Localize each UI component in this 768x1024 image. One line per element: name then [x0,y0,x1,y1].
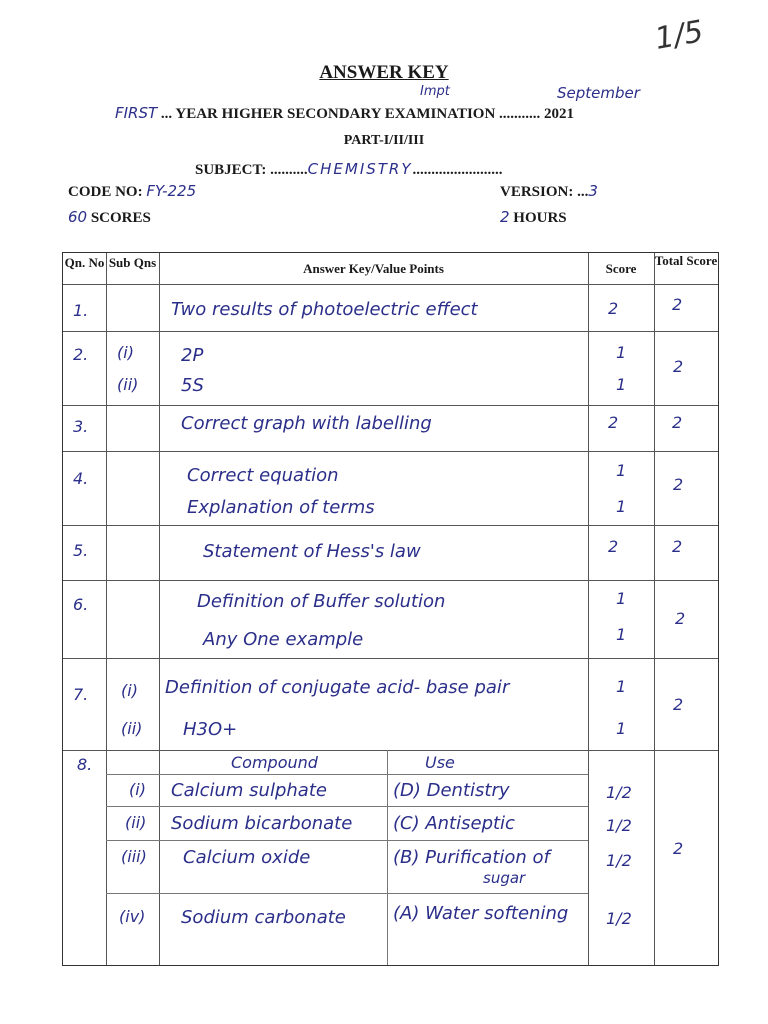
code-value: FY-225 [146,182,197,200]
row-divider [63,750,718,751]
answer-table [62,252,719,966]
total-score: 2 [672,295,683,314]
col-divider [106,253,107,965]
compound-use: (D) Dentistry [393,780,510,801]
q8-col-divider [387,750,388,965]
q8-divider [106,840,588,841]
score: 1/2 [606,783,632,802]
answer-text: Statement of Hess's law [203,541,421,562]
subject-line [195,160,503,179]
subject-trail: ........................ [412,162,503,178]
answer-text: Definition of conjugate acid- base pair [165,677,510,698]
row-divider [63,284,718,285]
hours-line [500,208,567,227]
row-divider [63,451,718,452]
answer-text: Definition of Buffer solution [197,591,446,612]
total-score: 2 [673,839,684,858]
score: 1 [616,625,627,644]
header-total: Total Score [654,253,718,268]
compound-name: Sodium bicarbonate [171,813,353,834]
total-score: 2 [673,695,684,714]
col-divider [159,253,160,965]
compound-use: (C) Antiseptic [393,813,515,834]
sub-qno: (iii) [121,847,147,866]
qno: 2. [73,345,89,364]
row-divider [63,331,718,332]
answer-text: H3O+ [183,719,238,740]
qno: 5. [73,541,89,560]
total-score: 2 [672,413,683,432]
score: 1 [616,375,627,394]
score: 1/2 [606,851,632,870]
page-number-mark: 1/5 [652,14,706,57]
qno: 7. [73,685,89,704]
score: 1 [616,343,627,362]
exam-month: September [557,84,640,102]
row-divider [63,658,718,659]
version-label: VERSION: ... [500,184,589,200]
use-header: Use [425,753,455,772]
sub-qno: (ii) [117,375,139,394]
subject-label: SUBJECT: .......... [195,162,308,178]
score: 1 [616,497,627,516]
score: 1/2 [606,909,632,928]
header-answer: Answer Key/Value Points [303,261,444,276]
total-score: 2 [672,537,683,556]
sub-qno: (iv) [119,907,146,926]
q8-divider [106,806,588,807]
qno: 1. [73,301,89,320]
compound-name: Calcium sulphate [171,780,327,801]
row-divider [63,580,718,581]
col-divider [588,253,589,965]
compound-name: Sodium carbonate [181,907,346,928]
header-qno: Qn. No [64,255,105,270]
row-divider [63,525,718,526]
score: 1 [616,719,627,738]
sub-qno: (i) [117,343,134,362]
subject-value: CHEMISTRY [307,160,413,178]
qno: 6. [73,595,89,614]
sub-qno: (ii) [125,813,147,832]
hours-value: 2 [500,208,510,226]
score: 2 [608,413,619,432]
total-score: 2 [673,475,684,494]
hours-label: HOURS [513,210,567,226]
exam-insert-note: Impt [420,84,450,99]
page-title: ANSWER KEY [319,62,449,83]
exam-line [115,104,574,123]
q8-divider [106,774,588,775]
answer-text: Two results of photoelectric effect [171,299,478,320]
score: 1 [616,589,627,608]
scores-line [68,208,151,227]
qno: 8. [77,755,93,774]
qno: 3. [73,417,89,436]
version-line [500,182,598,201]
qno: 4. [73,469,89,488]
code-line [68,182,196,201]
row-divider [63,405,718,406]
answer-text: Correct equation [187,465,339,486]
part-line: PART-I/II/III [343,133,425,148]
score: 1 [616,461,627,480]
answer-text: Explanation of terms [187,497,375,518]
score: 2 [608,299,619,318]
scores-value: 60 [68,208,88,226]
header-score: Score [605,261,637,276]
sub-qno: (ii) [121,719,143,738]
compound-use: (A) Water softening [393,903,569,924]
q8-divider [106,893,588,894]
compound-use-cont: sugar [483,869,526,887]
exam-text: ... YEAR HIGHER SECONDARY EXAMINATION ........... 2021 [160,106,575,122]
code-label: CODE NO: [68,184,143,200]
sub-qno: (i) [129,780,146,799]
score: 2 [608,537,619,556]
version-value: 3 [588,182,598,200]
header-sub: Sub Qns [108,255,157,270]
sub-qno: (i) [121,681,138,700]
col-divider [654,253,655,965]
score: 1 [616,677,627,696]
total-score: 2 [673,357,684,376]
scores-label: SCORES [90,210,151,226]
answer-text: Correct graph with labelling [181,413,432,434]
answer-text: 5S [181,375,204,396]
score: 1/2 [606,816,632,835]
total-score: 2 [675,609,686,628]
answer-text: Any One example [203,629,364,650]
compound-header: Compound [231,753,318,772]
compound-use: (B) Purification of [393,847,550,868]
exam-year: FIRST [115,104,158,122]
answer-text: 2P [181,345,204,366]
compound-name: Calcium oxide [183,847,311,868]
